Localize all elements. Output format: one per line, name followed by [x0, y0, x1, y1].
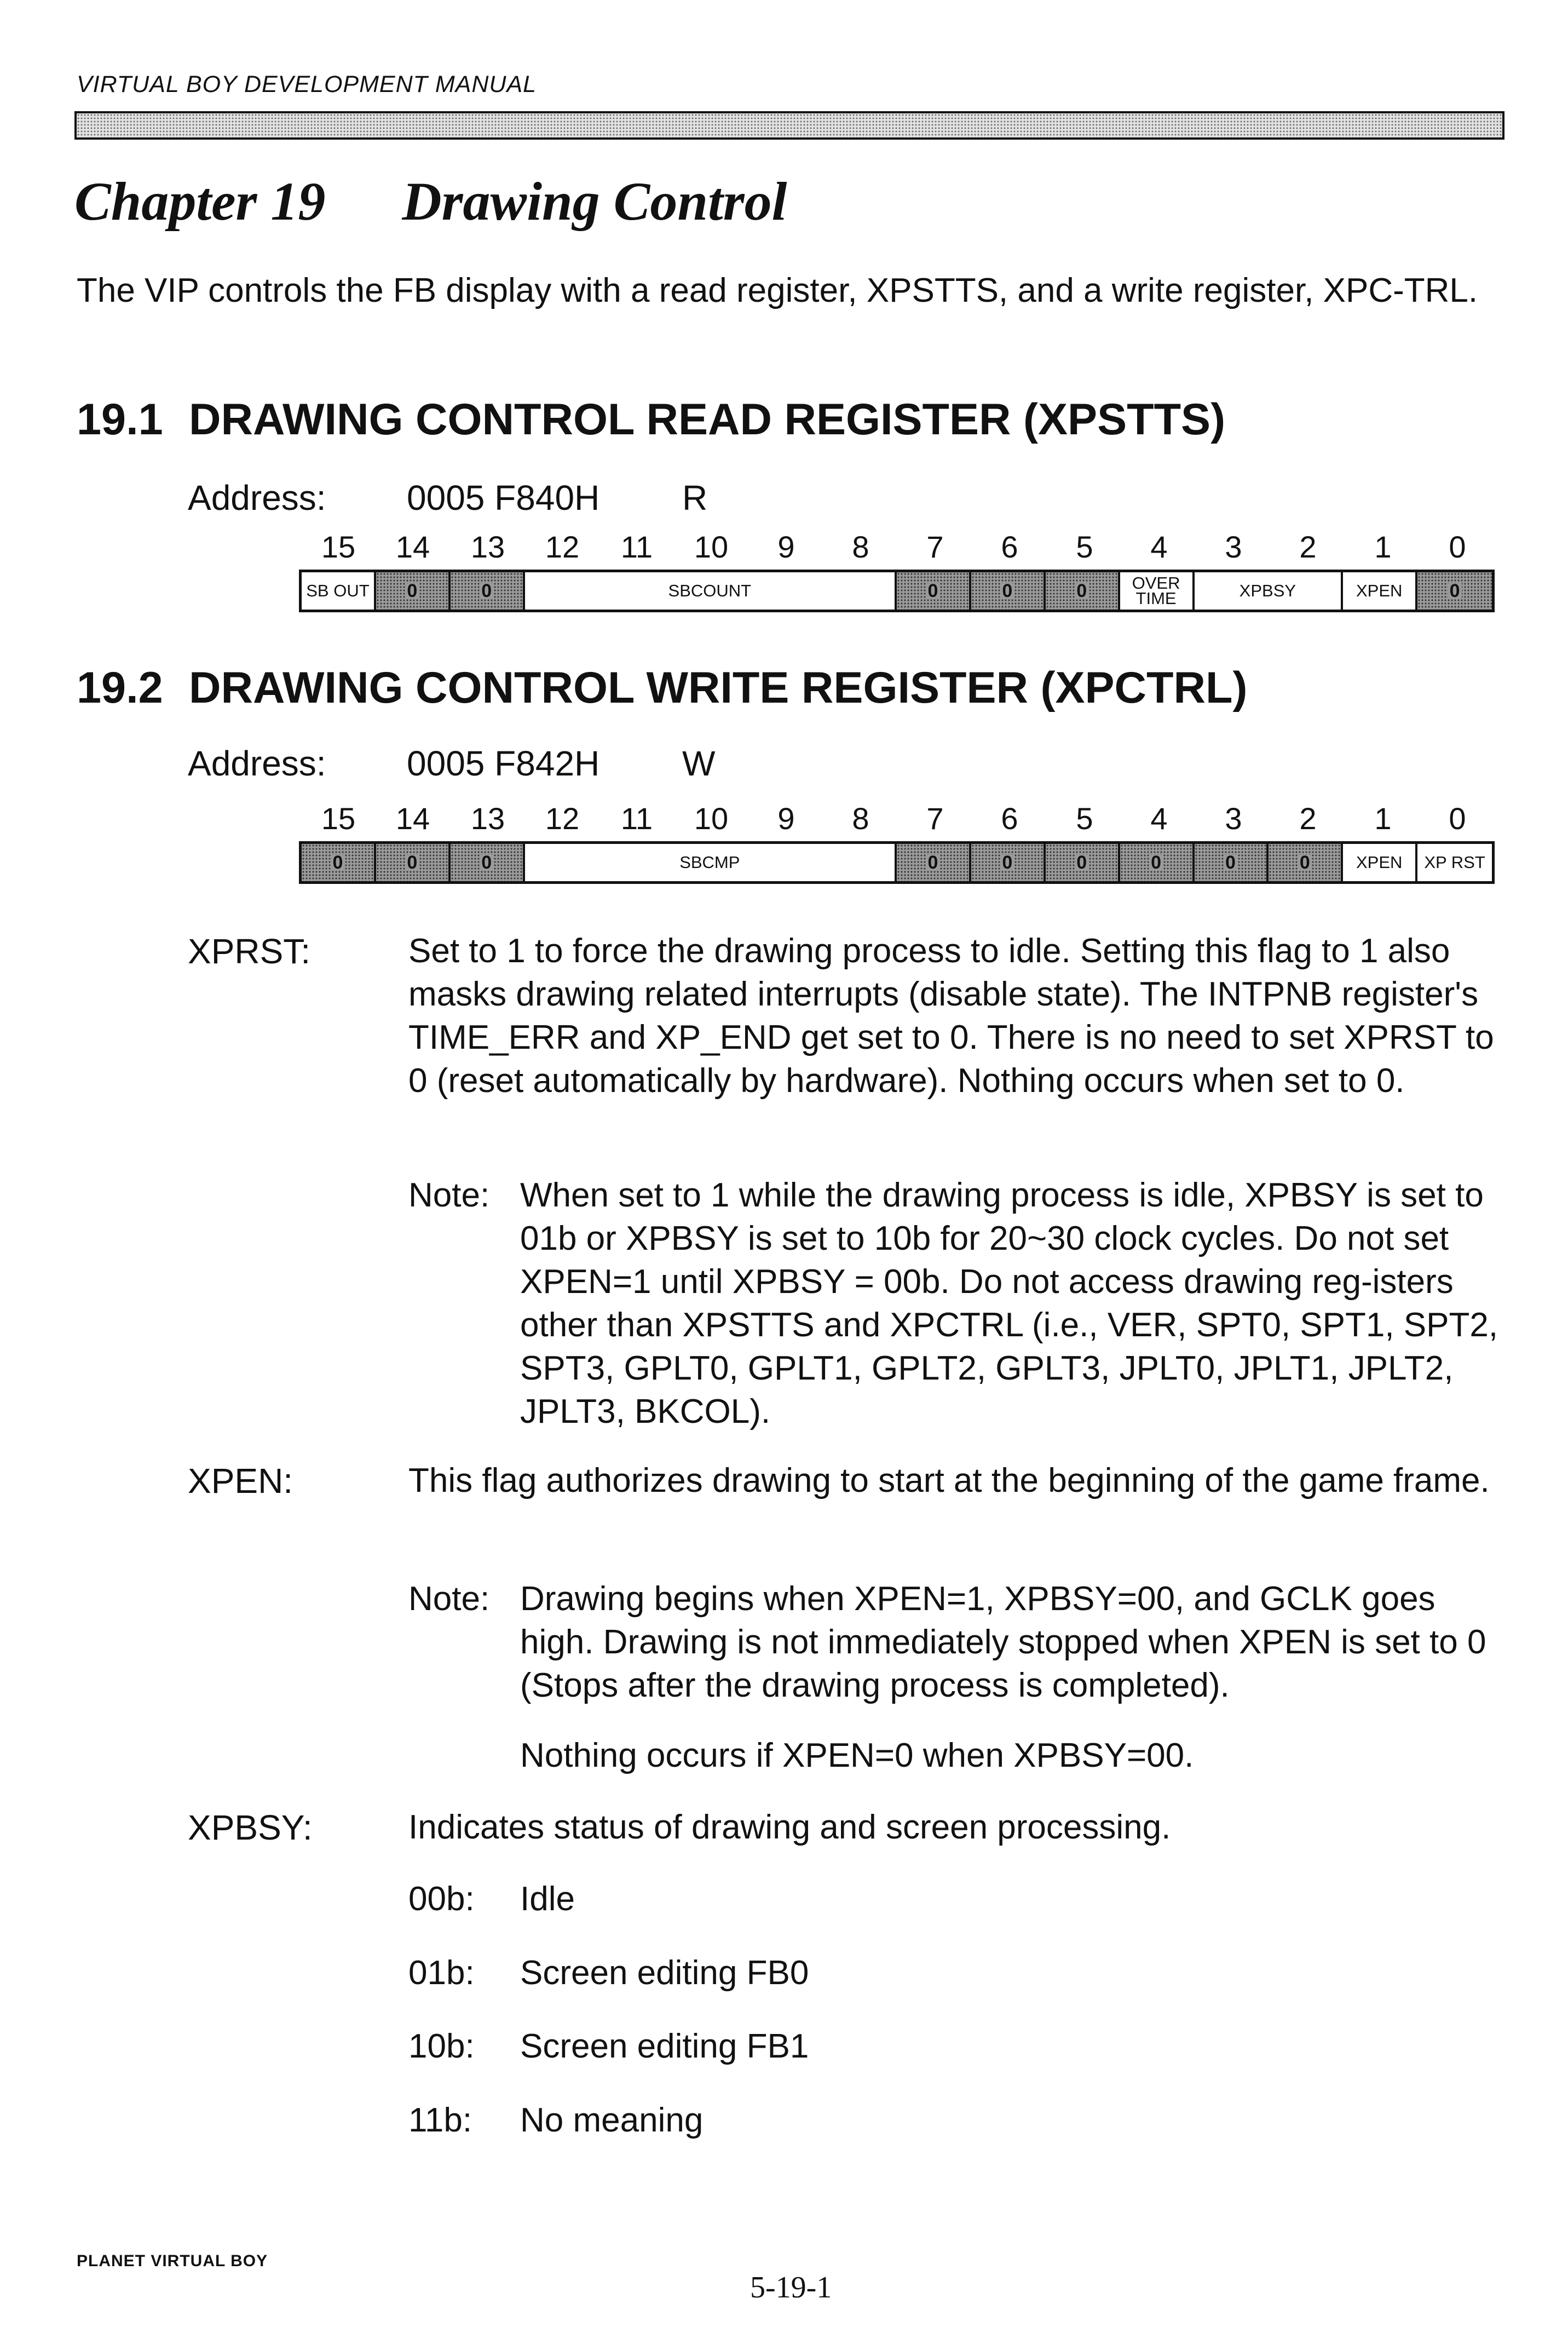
term-xpbsy: XPBSY:: [188, 1808, 313, 1847]
xpbsy-meaning: Screen editing FB0: [520, 1954, 809, 1992]
bit-number: 1: [1374, 530, 1392, 564]
reserved-bit-cell: [897, 844, 971, 881]
running-header: VIRTUAL BOY DEVELOPMENT MANUAL: [77, 71, 537, 97]
field-label: SBCOUNT: [668, 581, 752, 600]
register-field-xpen: [1343, 844, 1417, 881]
xpbsy-code: 10b:: [408, 2027, 475, 2065]
bit-number: 4: [1150, 801, 1168, 836]
chapter-number: Chapter 19: [74, 171, 326, 232]
field-label: 0: [1448, 583, 1462, 599]
bit-number: 11: [620, 801, 653, 836]
write-register-diagram: [299, 841, 1495, 884]
bit-number: 12: [545, 530, 580, 564]
register-field-xpbsy: [1195, 572, 1344, 610]
write-register-address: [188, 743, 716, 784]
section-heading-read: [77, 394, 1225, 445]
note-extra-text: Nothing occurs if XPEN=0 when XPBSY=00.: [520, 1737, 1194, 1774]
reserved-bit-cell: [1417, 572, 1492, 610]
field-label: 0: [1000, 583, 1014, 599]
bit-number: 13: [470, 530, 505, 564]
desc-xpbsy: Indicates status of drawing and screen processing.: [408, 1808, 1171, 1846]
bit-number: 7: [926, 530, 944, 564]
access-mode: W: [682, 744, 716, 783]
bit-number: 4: [1150, 530, 1168, 564]
reserved-bit-cell: [971, 844, 1046, 881]
bit-number: 0: [1449, 801, 1466, 836]
address-value: 0005 F842H: [407, 744, 600, 783]
field-label: 0: [926, 855, 939, 870]
bit-number: 15: [321, 530, 356, 564]
register-field-xp-rst: [1417, 844, 1492, 881]
chapter-name: Drawing Control: [402, 171, 787, 232]
reserved-bit-cell: [1269, 844, 1343, 881]
field-label: 0: [1000, 855, 1014, 870]
field-label: 0: [405, 583, 419, 599]
read-register-diagram: [299, 570, 1495, 612]
bit-number: 2: [1299, 530, 1317, 564]
chapter-title: [74, 170, 787, 233]
bit-number: 15: [321, 801, 356, 836]
note-text: When set to 1 while the drawing process is idle, XPBSY is set to 01b or XPBSY is set to 10b for 20~30 clock cycles. Do not set XPEN=1 until XPBSY = 00b. Do not access drawing reg-isters other than XPSTTS and XPCTRL (i.e., VER, SPT0, SPT1, SPT2, SPT3, GPLT0, GPLT1, GPLT2, GPLT3, JPLT0, JPLT1, JPLT2, JPLT3, BKCOL).: [520, 1176, 1498, 1430]
page-number: 5-19-1: [750, 2271, 832, 2305]
note-xpen-extra: [408, 1734, 1503, 1777]
reserved-bit-cell: [971, 572, 1046, 610]
bit-number: 14: [395, 530, 430, 564]
reserved-bit-cell: [376, 572, 451, 610]
bit-number: 2: [1299, 801, 1317, 836]
footer-publisher: PLANET VIRTUAL BOY: [77, 2252, 268, 2270]
field-label: 0: [405, 855, 419, 870]
section-title: DRAWING CONTROL WRITE REGISTER (XPCTRL): [189, 663, 1248, 712]
register-field-sbcmp: [525, 844, 897, 881]
field-label: OVER TIME: [1132, 573, 1180, 608]
field-label: SB OUT: [306, 581, 370, 600]
note-label: Note:: [408, 1176, 490, 1214]
address-value: 0005 F840H: [407, 478, 600, 518]
xpbsy-code: 01b:: [408, 1954, 475, 1992]
bit-number: 13: [470, 801, 505, 836]
field-label: 0: [1224, 855, 1237, 870]
bit-number: 6: [1001, 801, 1018, 836]
reserved-bit-cell: [1046, 572, 1120, 610]
reserved-bit-cell: [451, 844, 525, 881]
field-label: 0: [1149, 855, 1163, 870]
intro-paragraph: The VIP controls the FB display with a read register, XPSTTS, and a write register, XPC-TRL.: [77, 272, 1478, 309]
field-label: 0: [926, 583, 939, 599]
term-xpen: XPEN:: [188, 1461, 293, 1501]
xpbsy-meaning: Idle: [520, 1880, 575, 1918]
xpbsy-meaning: Screen editing FB1: [520, 2027, 809, 2065]
field-label: 0: [1075, 855, 1088, 870]
field-label: XPEN: [1356, 853, 1403, 872]
field-label: SBCMP: [679, 853, 740, 872]
write-bit-numbers: [301, 801, 1495, 839]
field-label: XP RST: [1424, 853, 1485, 872]
reserved-bit-cell: [376, 844, 451, 881]
field-label: 0: [331, 855, 344, 870]
reserved-bit-cell: [1046, 844, 1120, 881]
term-xprst: XPRST:: [188, 932, 311, 971]
field-label: 0: [1298, 855, 1312, 870]
xpbsy-code: 00b:: [408, 1880, 475, 1918]
bit-number: 14: [395, 801, 430, 836]
note-xpen: [408, 1577, 1503, 1707]
address-label: Address:: [188, 478, 326, 518]
note-text: Drawing begins when XPEN=1, XPBSY=00, and GCLK goes high. Drawing is not immediately stopped when XPEN is set to 0 (Stops after the drawing process is completed).: [520, 1580, 1486, 1704]
section-heading-write: [77, 663, 1247, 714]
note-label: Note:: [408, 1580, 490, 1618]
register-field-over-time: [1120, 572, 1195, 610]
bit-number: 5: [1076, 530, 1093, 564]
bit-number: 8: [852, 530, 869, 564]
field-label: XPEN: [1356, 581, 1403, 600]
note-xprst: [408, 1174, 1503, 1433]
field-label: 0: [1075, 583, 1088, 599]
bit-number: 10: [694, 530, 729, 564]
bit-number: 7: [926, 801, 944, 836]
field-label: XPBSY: [1239, 581, 1296, 600]
bit-number: 5: [1076, 801, 1093, 836]
bit-number: 0: [1449, 530, 1466, 564]
reserved-bit-cell: [451, 572, 525, 610]
read-register-address: [188, 478, 708, 518]
reserved-bit-cell: [302, 844, 376, 881]
address-label: Address:: [188, 744, 326, 783]
reserved-bit-cell: [1120, 844, 1195, 881]
section-number: 19.2: [77, 663, 163, 712]
xpbsy-code: 11b:: [408, 2101, 472, 2139]
field-label: 0: [480, 583, 493, 599]
read-bit-numbers: [301, 529, 1495, 567]
access-mode: R: [682, 478, 708, 518]
xpbsy-meaning: No meaning: [520, 2101, 704, 2139]
reserved-bit-cell: [1195, 844, 1269, 881]
section-title: DRAWING CONTROL READ REGISTER (XPSTTS): [189, 395, 1226, 444]
desc-xpen: This flag authorizes drawing to start at the beginning of the game frame.: [408, 1462, 1490, 1499]
bit-number: 9: [777, 530, 795, 564]
bit-number: 12: [545, 801, 580, 836]
bit-number: 9: [777, 801, 795, 836]
bit-number: 1: [1374, 801, 1392, 836]
header-rule-bar: [74, 111, 1504, 140]
bit-number: 11: [620, 530, 653, 564]
register-field-sbcount: [525, 572, 897, 610]
bit-number: 8: [852, 801, 869, 836]
reserved-bit-cell: [897, 572, 971, 610]
bit-number: 10: [694, 801, 729, 836]
field-label: 0: [480, 855, 493, 870]
register-field-xpen: [1343, 572, 1417, 610]
register-field-sb-out: [302, 572, 376, 610]
bit-number: 3: [1225, 530, 1242, 564]
bit-number: 6: [1001, 530, 1018, 564]
section-number: 19.1: [77, 395, 163, 444]
desc-xprst: Set to 1 to force the drawing process to idle. Setting this flag to 1 also masks drawing related interrupts (disable state). The INTPNB register's TIME_ERR and XP_END get set to 0. There is no need to set XPRST to 0 (reset automatically by hardware). Nothing occurs when set to 0.: [408, 932, 1494, 1100]
bit-number: 3: [1225, 801, 1242, 836]
